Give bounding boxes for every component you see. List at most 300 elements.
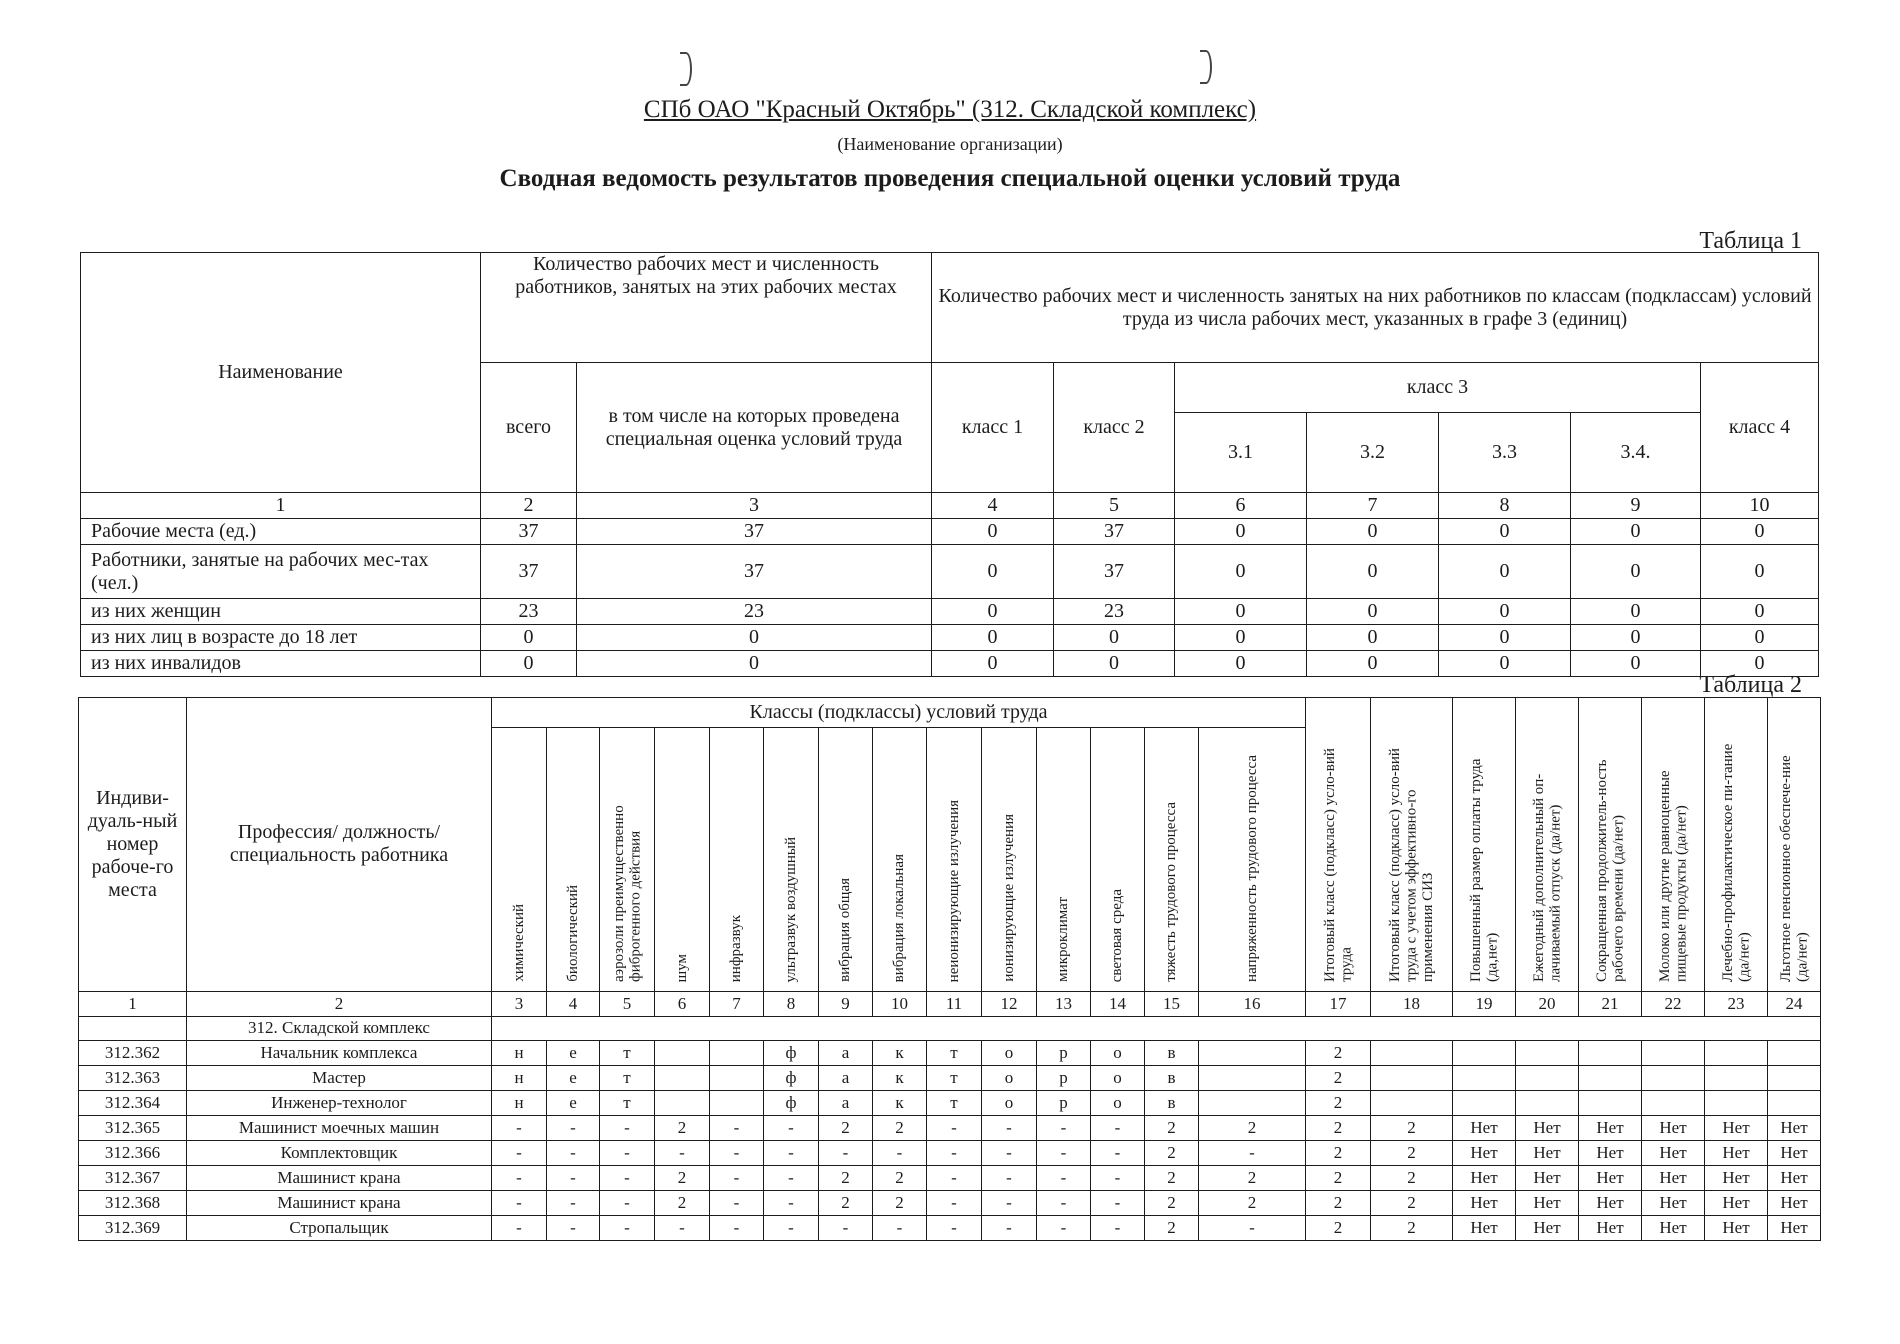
t2-cell: в	[1145, 1090, 1199, 1115]
t2-cell: -	[710, 1215, 764, 1240]
t2-colnum: 8	[764, 991, 819, 1016]
t1-cell: 0	[1307, 545, 1439, 599]
t2-row	[79, 1115, 1821, 1140]
t2-cell: -	[1037, 1190, 1091, 1215]
t1-row-label: Рабочие места (ед.)	[81, 519, 481, 545]
t1-cell: 0	[932, 651, 1054, 677]
t2-colnum: 18	[1371, 991, 1453, 1016]
t2-header-factor: напряженность трудового процесса	[1199, 728, 1306, 992]
t2-cell: а	[819, 1090, 873, 1115]
t2-row-name: Начальник комплекса	[187, 1040, 492, 1065]
t2-cell: Нет	[1579, 1140, 1642, 1165]
t2-cell: -	[1091, 1190, 1145, 1215]
punch-hole-mark-left	[680, 52, 692, 86]
t2-cell: -	[547, 1115, 600, 1140]
t2-cell: -	[927, 1165, 982, 1190]
t1-colnum: 8	[1439, 493, 1571, 519]
t2-cell: -	[547, 1165, 600, 1190]
t1-cell: 0	[1439, 519, 1571, 545]
t1-header-count-group: Количество рабочих мест и численность работников, занятых на этих рабочих местах	[481, 253, 932, 363]
t2-colnum: 5	[600, 991, 655, 1016]
t2-row-id: 312.365	[79, 1115, 187, 1140]
t2-row-id: 312.364	[79, 1090, 187, 1115]
t2-cell: -	[1199, 1140, 1306, 1165]
t1-cell: 0	[481, 625, 577, 651]
t2-cell	[1642, 1065, 1705, 1090]
t2-cell: 2	[1199, 1115, 1306, 1140]
t2-cell	[655, 1090, 710, 1115]
t2-cell: -	[600, 1215, 655, 1240]
t2-row	[79, 1140, 1821, 1165]
t1-cell: 0	[932, 519, 1054, 545]
t2-cell	[1579, 1040, 1642, 1065]
t2-colnum: 21	[1579, 991, 1642, 1016]
t2-cell: е	[547, 1040, 600, 1065]
t1-cell: 0	[1439, 545, 1571, 599]
t2-cell: 2	[1371, 1165, 1453, 1190]
t2-cell: 2	[819, 1190, 873, 1215]
t2-colnum: 13	[1037, 991, 1091, 1016]
t2-cell: 2	[819, 1115, 873, 1140]
t2-cell: р	[1037, 1040, 1091, 1065]
t1-row-label: Работники, занятые на рабочих мес-тах (чел.)	[81, 545, 481, 599]
t1-colnum: 5	[1054, 493, 1175, 519]
t2-cell: -	[492, 1165, 547, 1190]
t2-cell	[1199, 1090, 1306, 1115]
t2-colnum: 19	[1453, 991, 1516, 1016]
t2-section-title: 312. Складской комплекс	[187, 1016, 492, 1040]
t2-cell: -	[710, 1140, 764, 1165]
t2-header-extra-24: Льготное пенсионное обеспече-ние (да/нет)	[1768, 698, 1821, 992]
t2-colnum: 2	[187, 991, 492, 1016]
summary-table	[80, 252, 1819, 677]
t2-cell: н	[492, 1090, 547, 1115]
t2-cell: 2	[1306, 1115, 1371, 1140]
t1-header-class1: класс 1	[932, 363, 1054, 493]
t2-cell: -	[492, 1115, 547, 1140]
t1-cell: 0	[1701, 625, 1819, 651]
t2-colnum: 12	[982, 991, 1037, 1016]
t2-cell	[1453, 1040, 1516, 1065]
t2-cell: Нет	[1516, 1115, 1579, 1140]
t1-header-name: Наименование	[81, 253, 481, 493]
t2-colnum: 4	[547, 991, 600, 1016]
t2-header-id: Индиви-дуаль-ный номер рабоче-го места	[79, 698, 187, 992]
t1-cell: 0	[1175, 651, 1307, 677]
t2-row	[79, 1090, 1821, 1115]
t2-cell: Нет	[1768, 1115, 1821, 1140]
t2-cell: к	[873, 1090, 927, 1115]
t2-cell: т	[927, 1040, 982, 1065]
t2-cell	[655, 1040, 710, 1065]
t2-cell: ф	[764, 1040, 819, 1065]
t1-cell: 37	[1054, 545, 1175, 599]
t1-cell: 0	[577, 625, 932, 651]
t1-cell: 37	[1054, 519, 1175, 545]
t1-header-class3: класс 3	[1175, 363, 1701, 413]
t2-cell: Нет	[1705, 1215, 1768, 1240]
t1-cell: 23	[481, 599, 577, 625]
t2-cell: 2	[1371, 1115, 1453, 1140]
t2-row-name: Мастер	[187, 1065, 492, 1090]
t2-cell: -	[492, 1190, 547, 1215]
t1-row	[81, 651, 1819, 677]
t2-cell	[1371, 1090, 1453, 1115]
t2-header-factor: шум	[655, 728, 710, 992]
t2-cell: н	[492, 1040, 547, 1065]
table2-caption: Таблица 2	[1699, 672, 1802, 698]
t2-cell: ф	[764, 1065, 819, 1090]
t1-cell: 37	[577, 545, 932, 599]
t2-cell: -	[1091, 1165, 1145, 1190]
t1-cell: 0	[932, 599, 1054, 625]
t1-cell: 23	[1054, 599, 1175, 625]
t2-cell: т	[600, 1090, 655, 1115]
t1-header-class2: класс 2	[1054, 363, 1175, 493]
t2-header-factor: неионизирующие излучения	[927, 728, 982, 992]
t2-cell: 2	[1371, 1215, 1453, 1240]
t2-cell: -	[927, 1215, 982, 1240]
t2-cell: -	[927, 1190, 982, 1215]
t2-cell: р	[1037, 1090, 1091, 1115]
t2-cell: -	[982, 1115, 1037, 1140]
t2-cell: -	[600, 1190, 655, 1215]
t2-cell: -	[764, 1115, 819, 1140]
t2-cell: -	[819, 1215, 873, 1240]
t2-cell	[710, 1065, 764, 1090]
t1-body	[81, 519, 1819, 677]
t2-header-classes-group: Классы (подклассы) условий труда	[492, 698, 1306, 728]
t2-header-extra-21: Сокращенная продолжитель-ность рабочего времени (да/нет)	[1579, 698, 1642, 992]
t2-cell: -	[1091, 1215, 1145, 1240]
t2-header-factor: вибрация общая	[819, 728, 873, 992]
t2-cell: 2	[1306, 1165, 1371, 1190]
t2-header-extra-22: Молоко или другие равноценные пищевые продукты (да/нет)	[1642, 698, 1705, 992]
t2-cell	[1516, 1065, 1579, 1090]
t1-cell: 0	[1307, 625, 1439, 651]
t2-cell: Нет	[1705, 1165, 1768, 1190]
t1-colnum: 1	[81, 493, 481, 519]
t1-cell: 0	[1054, 625, 1175, 651]
t2-row-name: Машинист крана	[187, 1165, 492, 1190]
t1-cell: 0	[1701, 599, 1819, 625]
t2-header-profession: Профессия/ должность/ специальность работника	[187, 698, 492, 992]
t2-cell: Нет	[1642, 1190, 1705, 1215]
t2-cell: -	[764, 1190, 819, 1215]
t2-cell: о	[1091, 1065, 1145, 1090]
t2-cell	[1516, 1040, 1579, 1065]
t2-cell	[1768, 1090, 1821, 1115]
t2-cell	[710, 1040, 764, 1065]
t2-colnum: 11	[927, 991, 982, 1016]
t2-cell	[1768, 1040, 1821, 1065]
t2-cell: в	[1145, 1040, 1199, 1065]
t2-colnum: 24	[1768, 991, 1821, 1016]
t2-colnum: 17	[1306, 991, 1371, 1016]
t1-cell: 23	[577, 599, 932, 625]
t1-cell: 0	[1571, 545, 1701, 599]
t2-cell: -	[873, 1140, 927, 1165]
t2-cell: Нет	[1768, 1165, 1821, 1190]
t2-cell: 2	[1306, 1040, 1371, 1065]
t2-cell: а	[819, 1040, 873, 1065]
t2-colnum: 23	[1705, 991, 1768, 1016]
t1-cell: 37	[481, 545, 577, 599]
t2-row-id: 312.368	[79, 1190, 187, 1215]
t1-header-assessed: в том числе на которых проведена специальная оценка условий труда	[577, 363, 932, 493]
t2-cell: Нет	[1705, 1140, 1768, 1165]
t2-section-spacer	[79, 1016, 187, 1040]
t2-colnum: 7	[710, 991, 764, 1016]
t2-cell: -	[655, 1215, 710, 1240]
t2-header-factor: ионизирующие излучения	[982, 728, 1037, 992]
t2-cell: Нет	[1642, 1215, 1705, 1240]
t2-cell: е	[547, 1065, 600, 1090]
organization-name: СПб ОАО "Красный Октябрь" (312. Складской комплекс)	[643, 96, 1257, 123]
t2-cell: 2	[655, 1165, 710, 1190]
t2-cell	[1199, 1040, 1306, 1065]
t2-cell: -	[492, 1215, 547, 1240]
t1-colnum: 4	[932, 493, 1054, 519]
t2-row	[79, 1190, 1821, 1215]
t2-cell: -	[927, 1115, 982, 1140]
t2-cell: Нет	[1705, 1115, 1768, 1140]
t2-cell: -	[1037, 1115, 1091, 1140]
t1-colnum: 2	[481, 493, 577, 519]
t2-cell	[1453, 1065, 1516, 1090]
t2-cell	[1516, 1090, 1579, 1115]
t2-cell: -	[547, 1140, 600, 1165]
t2-cell	[655, 1065, 710, 1090]
t2-row	[79, 1165, 1821, 1190]
t2-cell	[1705, 1090, 1768, 1115]
t2-cell: -	[600, 1165, 655, 1190]
workplace-table	[78, 697, 1821, 1241]
t1-cell: 0	[481, 651, 577, 677]
t2-colnum: 15	[1145, 991, 1199, 1016]
t2-cell: -	[600, 1115, 655, 1140]
t2-cell: 2	[655, 1190, 710, 1215]
t2-cell: 2	[819, 1165, 873, 1190]
t2-cell: к	[873, 1040, 927, 1065]
t2-cell: -	[982, 1165, 1037, 1190]
t2-header-factor: ультразвук воздушный	[764, 728, 819, 992]
t1-cell: 0	[1571, 625, 1701, 651]
t2-row-id: 312.367	[79, 1165, 187, 1190]
t2-cell: Нет	[1453, 1115, 1516, 1140]
t2-cell	[1768, 1065, 1821, 1090]
t2-cell: 2	[1306, 1190, 1371, 1215]
t2-cell: 2	[1371, 1140, 1453, 1165]
t2-cell: т	[600, 1065, 655, 1090]
t2-cell	[1579, 1090, 1642, 1115]
t2-cell: -	[710, 1190, 764, 1215]
t2-cell: 2	[1145, 1165, 1199, 1190]
t2-cell: е	[547, 1090, 600, 1115]
organization-caption: (Наименование организации)	[837, 134, 1063, 154]
t1-cell: 37	[481, 519, 577, 545]
t1-cell: 0	[1571, 519, 1701, 545]
t2-colnum: 22	[1642, 991, 1705, 1016]
t1-cell: 0	[1175, 519, 1307, 545]
t2-cell: -	[1199, 1215, 1306, 1240]
t2-cell: -	[982, 1215, 1037, 1240]
t1-cell: 37	[577, 519, 932, 545]
t1-row	[81, 545, 1819, 599]
t2-header-factor: вибрация локальная	[873, 728, 927, 992]
t2-header-extra-18: Итоговый класс (подкласс) усло-вий труда с учетом эффективно-го применения СИЗ	[1371, 698, 1453, 992]
t1-cell: 0	[1439, 651, 1571, 677]
t1-cell: 0	[1571, 651, 1701, 677]
t2-cell: н	[492, 1065, 547, 1090]
t2-cell	[710, 1090, 764, 1115]
t2-cell: о	[982, 1065, 1037, 1090]
t2-cell: Нет	[1768, 1140, 1821, 1165]
t2-body	[79, 1040, 1821, 1240]
t2-cell: -	[710, 1115, 764, 1140]
t2-row-name: Инженер-технолог	[187, 1090, 492, 1115]
t2-cell: о	[1091, 1040, 1145, 1065]
t2-cell: Нет	[1453, 1215, 1516, 1240]
t2-cell: -	[764, 1165, 819, 1190]
t2-cell: Нет	[1516, 1140, 1579, 1165]
t2-cell: Нет	[1579, 1115, 1642, 1140]
t1-row	[81, 519, 1819, 545]
t2-colnum: 6	[655, 991, 710, 1016]
t1-header-3-2: 3.2	[1307, 413, 1439, 493]
t2-row-name: Стропальщик	[187, 1215, 492, 1240]
t2-cell: 2	[1145, 1190, 1199, 1215]
t2-cell: -	[1037, 1165, 1091, 1190]
document-title: Сводная ведомость результатов проведения специальной оценки условий труда	[499, 165, 1401, 192]
t2-cell: Нет	[1579, 1215, 1642, 1240]
t1-header-3-4: 3.4.	[1571, 413, 1701, 493]
t2-row-id: 312.369	[79, 1215, 187, 1240]
t2-cell: -	[764, 1215, 819, 1240]
t2-cell: 2	[1306, 1090, 1371, 1115]
t2-cell: т	[927, 1090, 982, 1115]
t1-cell: 0	[1701, 651, 1819, 677]
t2-colnum: 3	[492, 991, 547, 1016]
t2-cell: -	[547, 1190, 600, 1215]
t2-colnum: 16	[1199, 991, 1306, 1016]
t1-cell: 0	[1175, 599, 1307, 625]
t1-header-class4: класс 4	[1701, 363, 1819, 493]
t2-cell: к	[873, 1065, 927, 1090]
t2-colnum: 9	[819, 991, 873, 1016]
t2-cell	[1371, 1040, 1453, 1065]
t2-cell: 2	[1145, 1140, 1199, 1165]
t2-cell: Нет	[1642, 1140, 1705, 1165]
t2-colnum: 14	[1091, 991, 1145, 1016]
t1-cell: 0	[1175, 545, 1307, 599]
t2-cell: 2	[873, 1190, 927, 1215]
t2-cell: -	[873, 1215, 927, 1240]
t2-cell	[1642, 1040, 1705, 1065]
t2-cell: -	[655, 1140, 710, 1165]
t1-cell: 0	[577, 651, 932, 677]
t2-cell: о	[1091, 1090, 1145, 1115]
t2-cell: -	[547, 1215, 600, 1240]
t2-colnum: 20	[1516, 991, 1579, 1016]
t2-cell: Нет	[1768, 1215, 1821, 1240]
t2-cell: 2	[1306, 1215, 1371, 1240]
t1-header-classes-group: Количество рабочих мест и численность занятых на них работников по классам (подклассам) условий труда из числа рабочих мест, указанных в графе 3 (единиц)	[932, 253, 1819, 363]
t1-header-3-3: 3.3	[1439, 413, 1571, 493]
t2-section-filler	[492, 1016, 1821, 1040]
t2-cell	[1705, 1040, 1768, 1065]
t2-cell: 2	[1306, 1065, 1371, 1090]
t1-cell: 0	[1701, 545, 1819, 599]
t2-header-factor: световая среда	[1091, 728, 1145, 992]
t2-cell: -	[1037, 1140, 1091, 1165]
t1-cell: 0	[1175, 625, 1307, 651]
t2-cell: т	[600, 1040, 655, 1065]
t1-cell: 0	[932, 545, 1054, 599]
t2-header-extra-17: Итоговый класс (подкласс) усло-вий труда	[1306, 698, 1371, 992]
t2-colnum: 10	[873, 991, 927, 1016]
t2-cell	[1579, 1065, 1642, 1090]
t2-cell	[1705, 1065, 1768, 1090]
t2-cell: -	[1091, 1140, 1145, 1165]
t2-row	[79, 1040, 1821, 1065]
t1-row	[81, 599, 1819, 625]
t2-cell: о	[982, 1040, 1037, 1065]
t2-cell: р	[1037, 1065, 1091, 1090]
t2-cell: Нет	[1453, 1140, 1516, 1165]
t2-cell	[1642, 1090, 1705, 1115]
t2-cell: -	[982, 1140, 1037, 1165]
t1-cell: 0	[1307, 651, 1439, 677]
t2-header-factor: тяжесть трудового процесса	[1145, 728, 1199, 992]
t2-cell: Нет	[1579, 1190, 1642, 1215]
t1-cell: 0	[1571, 599, 1701, 625]
t2-cell: ф	[764, 1090, 819, 1115]
t1-colnum: 3	[577, 493, 932, 519]
t2-colnum: 1	[79, 991, 187, 1016]
t2-cell: 2	[1371, 1190, 1453, 1215]
t1-header-3-1: 3.1	[1175, 413, 1307, 493]
t2-header-extra-20: Ежегодный дополнительный оп-лачиваемый отпуск (да/нет)	[1516, 698, 1579, 992]
t2-row-name: Машинист моечных машин	[187, 1115, 492, 1140]
t2-cell: Нет	[1642, 1115, 1705, 1140]
t2-cell: -	[819, 1140, 873, 1165]
t1-colnum: 10	[1701, 493, 1819, 519]
t2-cell: Нет	[1768, 1190, 1821, 1215]
t2-cell: 2	[1199, 1190, 1306, 1215]
t2-row-id: 312.363	[79, 1065, 187, 1090]
t2-cell: Нет	[1705, 1190, 1768, 1215]
t2-cell: Нет	[1642, 1165, 1705, 1190]
t2-cell: -	[710, 1165, 764, 1190]
t2-row-name: Машинист крана	[187, 1190, 492, 1215]
t2-row-id: 312.362	[79, 1040, 187, 1065]
t2-cell: -	[764, 1140, 819, 1165]
t2-cell: Нет	[1453, 1165, 1516, 1190]
t2-cell: Нет	[1516, 1190, 1579, 1215]
t2-header-extra-23: Лечебно-профилактическое пи-тание (да/нет)	[1705, 698, 1768, 992]
t1-cell: 0	[1307, 599, 1439, 625]
t2-header-factor: инфразвук	[710, 728, 764, 992]
t2-cell	[1199, 1065, 1306, 1090]
t2-cell: -	[1091, 1115, 1145, 1140]
t2-cell: а	[819, 1065, 873, 1090]
t1-row	[81, 625, 1819, 651]
t1-colnum: 9	[1571, 493, 1701, 519]
t1-colnum: 6	[1175, 493, 1307, 519]
t1-colnum: 7	[1307, 493, 1439, 519]
t2-cell: Нет	[1516, 1165, 1579, 1190]
